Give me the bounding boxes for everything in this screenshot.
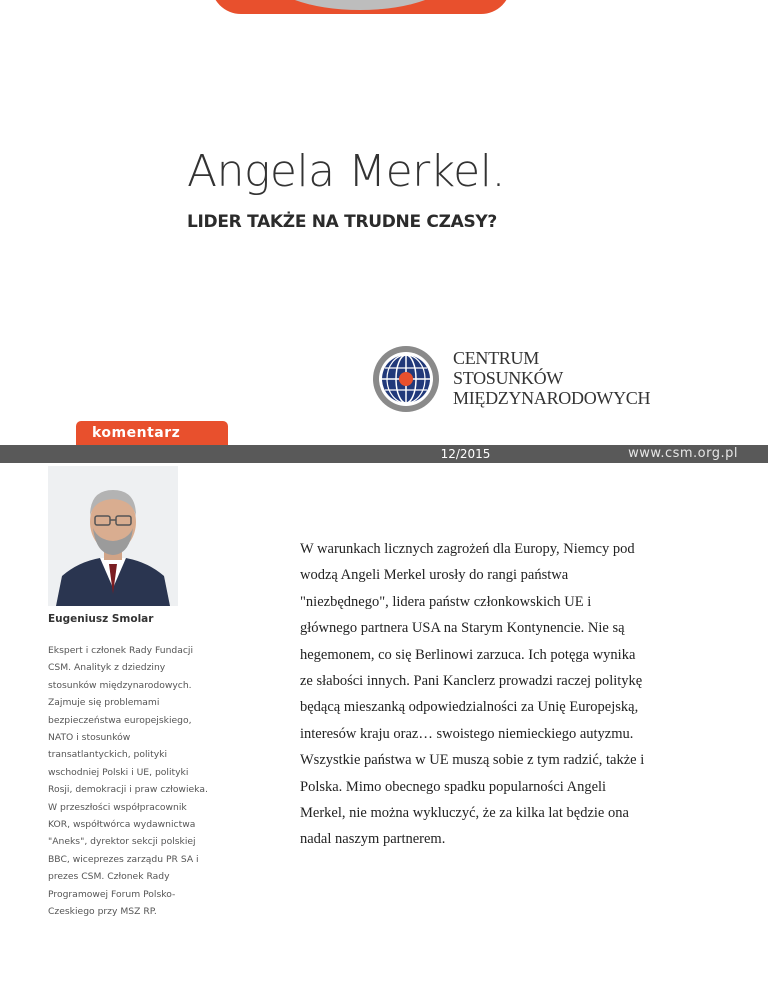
header-decoration: [211, 0, 511, 14]
globe-target-icon: [371, 344, 441, 414]
article-text: W warunkach licznych zagrożeń dla Europy, Niemcy pod wodzą Angeli Merkel urosły do rangi państwa "niezbędnego", lidera państw członkowskich UE i głównego partnera USA na Starym Kontynencie. Nie są hegemonem, co się Berlinowi zarzuca. Ich potęga wynika ze słabości innych. Pani Kanclerz prowadzi raczej politykę będącą mieszanką odpowiedzialności za Unię Europejską, interesów kraju oraz… swoistego niemieckiego autyzmu. Wszystkie państwa w UE muszą sobie z tym radzić, także i Polska. Mimo obecnego spadku popularności Angeli Merkel, nie można wykluczyć, że za kilka lat będzie ona nadal naszym partnerem.: [300, 541, 645, 848]
author-photo: [48, 466, 178, 606]
logo-line-3: MIĘDZYNARODOWYCH: [453, 388, 651, 408]
logo-line-2: STOSUNKÓW: [453, 368, 563, 388]
author-name: Eugeniusz Smolar: [48, 613, 154, 625]
page-subtitle: LIDER TAKŻE NA TRUDNE CZASY?: [187, 212, 497, 232]
page-title: Angela Merkel.: [187, 146, 505, 197]
logo-line-1: CENTRUM: [453, 348, 539, 368]
logo-wordmark: [453, 348, 650, 408]
website-link[interactable]: www.csm.org.pl: [628, 446, 738, 461]
author-bio: Ekspert i członek Rady Fundacji CSM. Analityk z dziedziny stosunków międzynarodowych. Zajmuje się problemami bezpieczeństwa europejskiego, NATO i stosunków transatlantyckich, polityki wschodniej Polski i UE, polityki Rosji, demokracji i praw człowieka. W przeszłości współpracownik KOR, współtwórca wydawnictwa "Aneks", dyrektor sekcji polskiej BBC, wiceprezes zarządu PR SA i prezes CSM. Członek Rady Programowej Forum Polsko-Czeskiego przy MSZ RP.: [48, 645, 208, 918]
category-tab: komentarz: [76, 421, 228, 445]
issue-number: 12/2015: [431, 445, 500, 463]
